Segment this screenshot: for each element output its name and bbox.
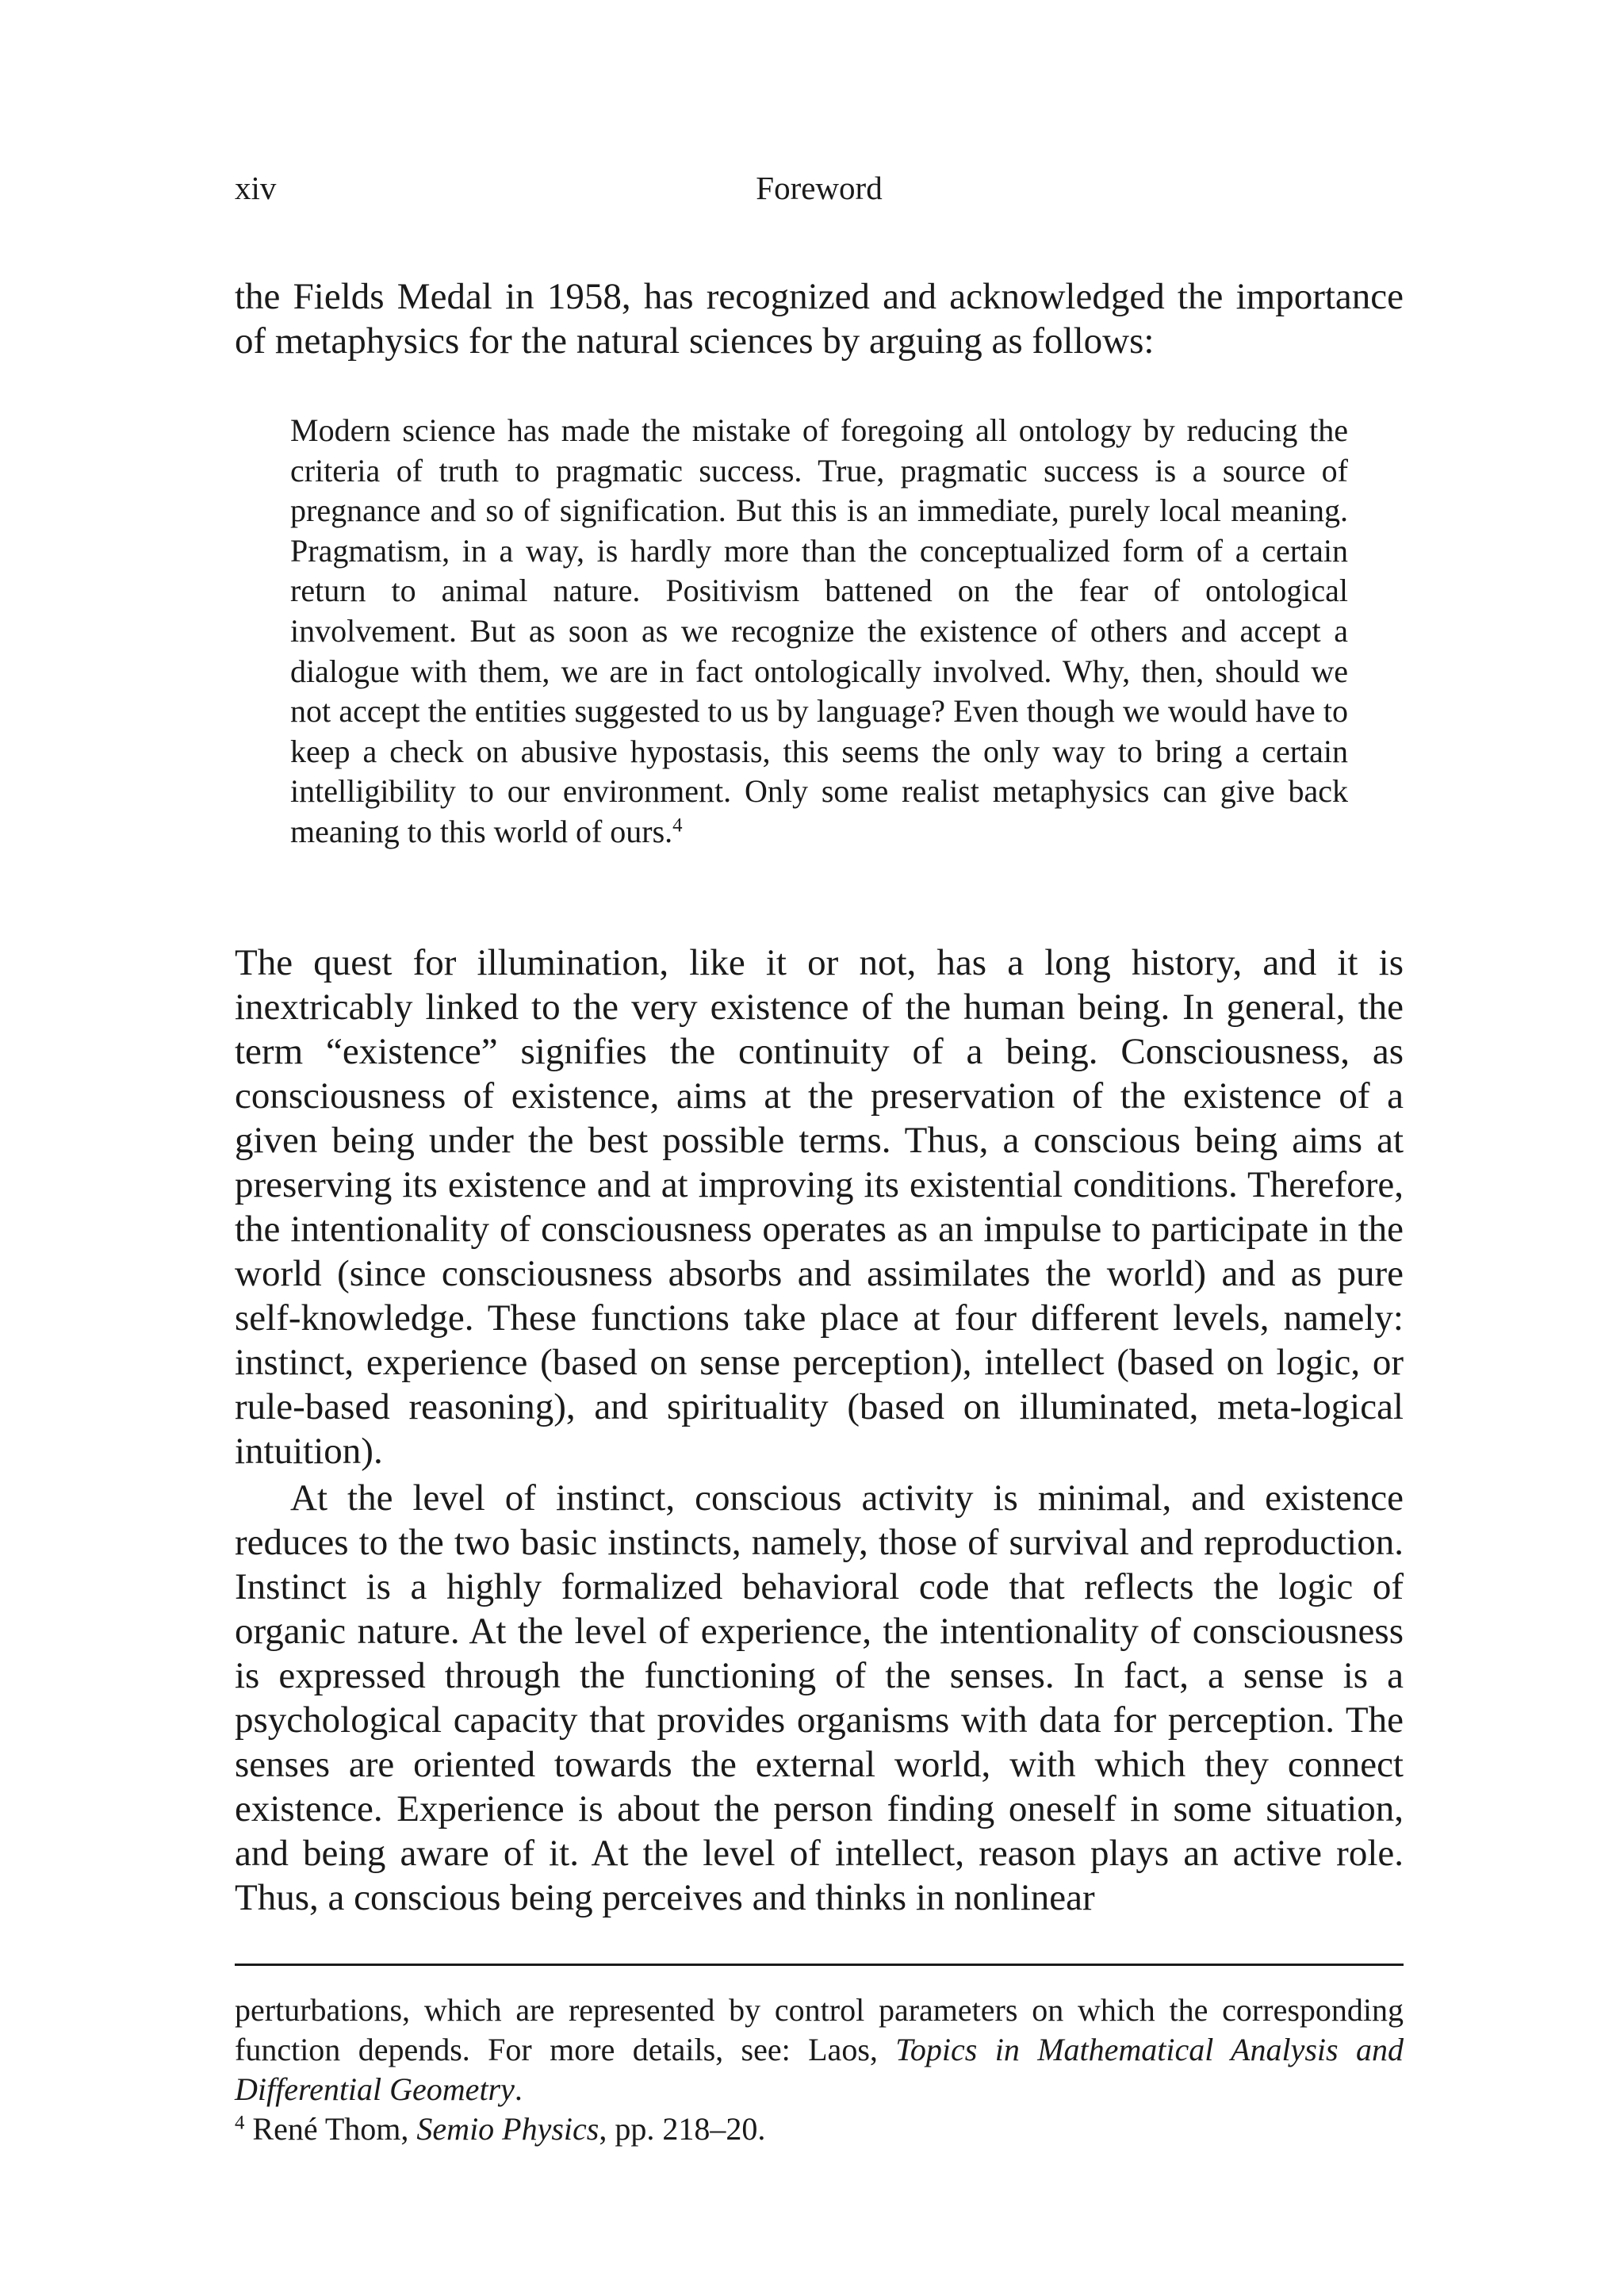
- section-title: Foreword: [756, 170, 883, 206]
- page-number: xiv: [235, 170, 277, 206]
- footnote-4-pages: , pp. 218–20.: [599, 2111, 766, 2147]
- paragraph-levels: At the level of instinct, conscious activity is minimal, and existence reduces to the two basic instincts, namely, those of survival and reproduction. Instinct is a highly formalized behavioral code that reflects the logic of organic nature. At the level of experience, the intentionality of consciousness is expressed through the functioning of the senses. In fact, a sense is a psychological capacity that provides organisms with data for perception. The senses are oriented towards the external world, with which they connect existence. Experience is about the person finding oneself in some situation, and being aware of it. At the level of intellect, reason plays an active role. Thus, a conscious being perceives and thinks in nonlinear: [235, 1477, 1404, 1918]
- footnotes: [235, 1990, 1404, 2149]
- footnote-ref-4[interactable]: 4: [672, 814, 683, 837]
- block-quote: [290, 411, 1348, 852]
- block-quote-text: Modern science has made the mistake of foregoing all ontology by reducing the criteria of truth to pragmatic success. True, pragmatic success is a source of pregnance and so of signification. But this is an immediate, purely local meaning. Pragmatism, in a way, is hardly more than the conceptualized form of a certain return to animal nature. Positivism battened on the fear of ontological involvement. But as soon as we recognize the existence of others and accept a dialogue with them, we are in fact ontologically involved. Why, then, should we not accept the entities suggested to us by language? Even though we would have to keep a check on abusive hypostasis, this seems the only way to bring a certain intelligibility to our environment. Only some realist metaphysics can give back meaning to this world of ours.: [290, 412, 1348, 849]
- running-head: [235, 168, 1404, 208]
- footnote-4-author: René Thom,: [252, 2111, 409, 2147]
- footnote-continued-end: .: [514, 2071, 523, 2107]
- footnote-continued: [235, 1990, 1404, 2109]
- footnote-continued-title: Topics in Mathematical Analysis and Differential Geometry: [235, 2032, 1404, 2107]
- footnote-continued-text: perturbations, which are represented by control parameters on which the corresponding function depends. For more details, see: Laos,: [235, 1992, 1404, 2067]
- footnote-divider: [235, 1964, 1404, 1966]
- paragraph-existence: The quest for illumination, like it or not, has a long history, and it is inextricably linked to the very existence of the human being. In general, the term “existence” signifies the continuity of a being. Consciousness, as consciousness of existence, aims at the preservation of the existence of a given being under the best possible terms. Thus, a conscious being aims at preserving its existence and at improving its existential conditions. Therefore, the intentionality of consciousness operates as an impulse to participate in the world (since consciousness absorbs and assimilates the world) and as pure self-knowledge. These functions take place at four different levels, namely: instinct, experience (based on sense perception), intellect (based on logic, or rule-based reasoning), and spirituality (based on illuminated, meta-logical intuition).: [235, 942, 1404, 1472]
- intro-paragraph: the Fields Medal in 1958, has recognized and acknowledged the importance of metaphysics for the natural sciences by arguing as follows:: [235, 276, 1404, 362]
- footnote-4-number: 4: [235, 2112, 245, 2134]
- footnote-4: [235, 2109, 1404, 2149]
- footnote-4-title: Semio Physics: [416, 2111, 599, 2147]
